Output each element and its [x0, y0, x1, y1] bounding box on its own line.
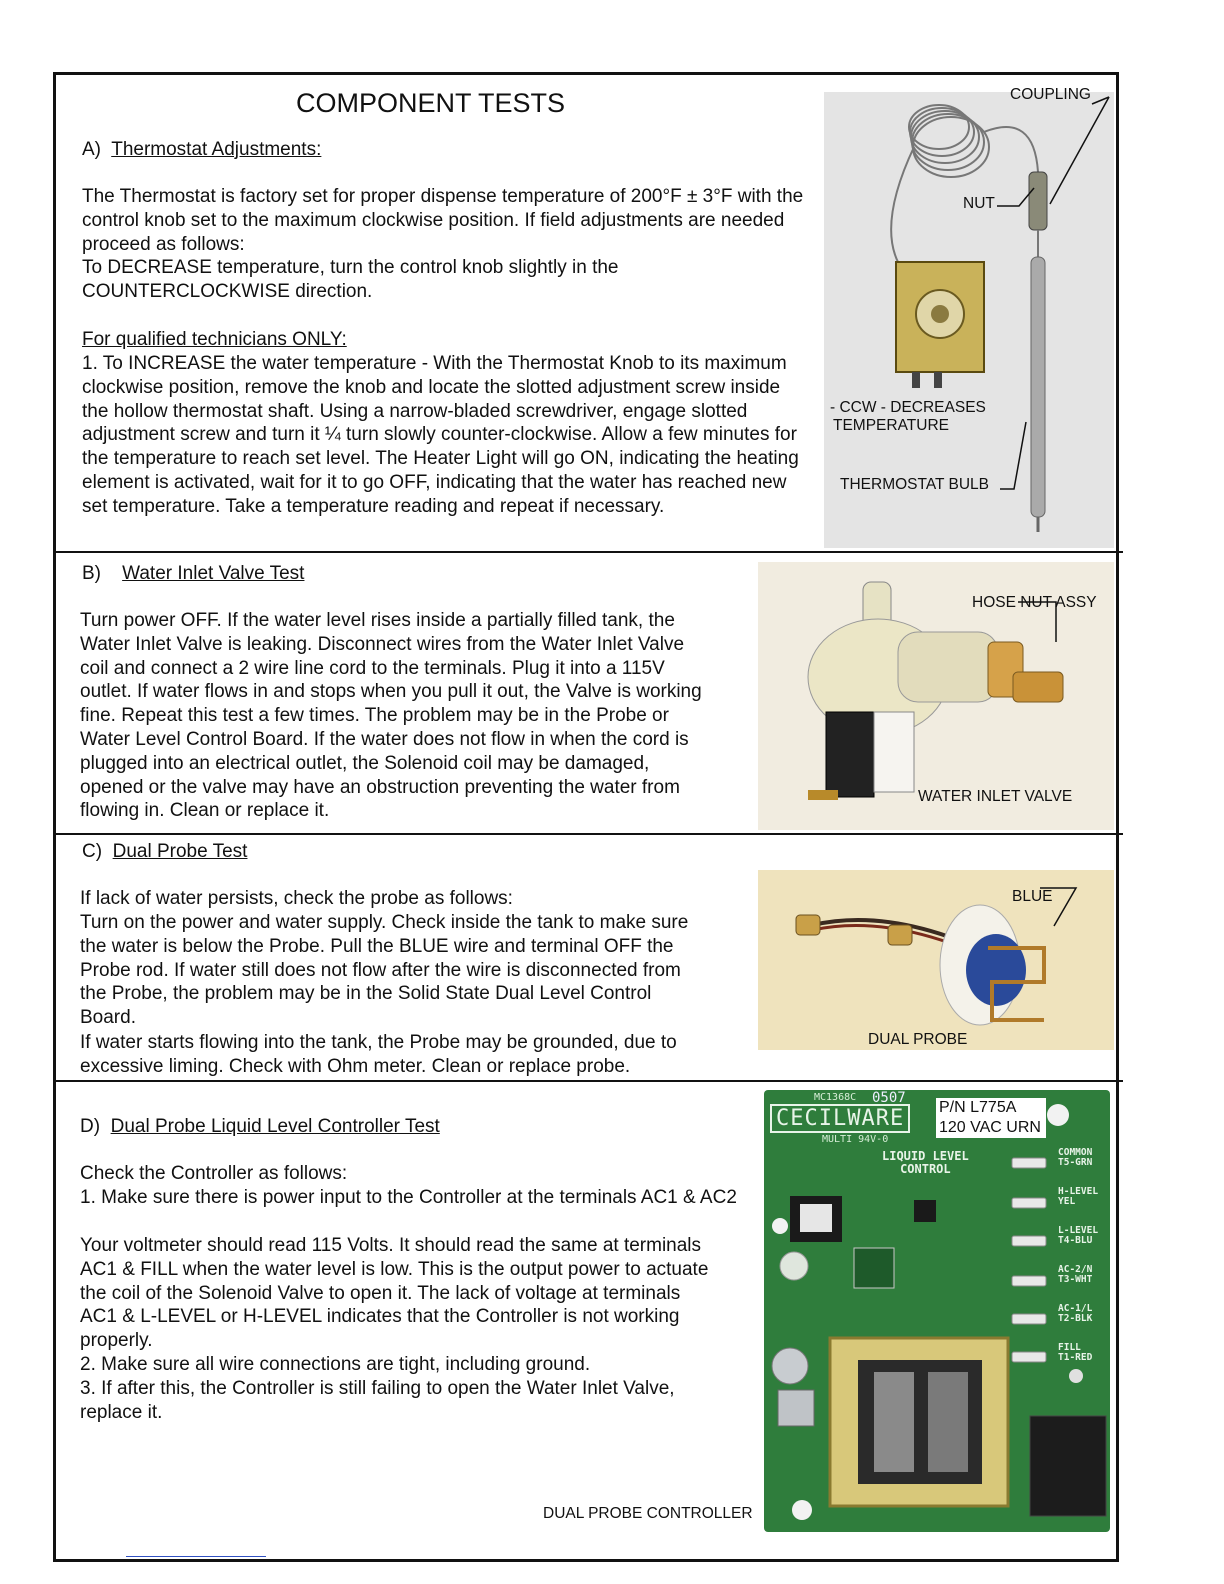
board-components — [764, 1090, 1110, 1532]
board-volt: 120 VAC URN — [939, 1119, 1041, 1136]
section-d-p3: Your voltmeter should read 115 Volts. It should read the same at terminals AC1 & FILL when the water level is low. This is the output power to actuate the coil of the Solenoid Valve to open it. The lack of voltage at terminals AC1 & L-LEVEL or H-LEVEL indicates that the Controller is not working properly. — [80, 1235, 709, 1352]
terminal-label: AC-1/L T2-BLK — [1058, 1303, 1093, 1324]
section-b-p1: Turn power OFF. If the water level rises inside a partially filled tank, the Water Inlet Valve is leaking. Disconnect wires from the Water Inlet Valve coil and connect a 2 wire line cord to the terminals. Plug it into a 115V outlet. If water flows in and stops when you pull it out, the Valve is working fine. Repeat this test a few times. The problem may be in the Probe or Water Level Control Board. If the water does not flow in when the cord is plugged into an electrical outlet, the Solenoid coil may be damaged, opened or the valve may have an obstruction preventing the water from flowing in. Clean or replace it. — [80, 610, 702, 822]
board-heading-1: LIQUID LEVEL — [882, 1149, 969, 1163]
section-a-heading — [82, 138, 321, 162]
label-hose-nut-assy: HOSE NUT ASSY — [972, 594, 1097, 611]
section-a-p1: The Thermostat is factory set for proper dispense temperature of 200°F ± 3°F with the control knob set to the maximum clockwise position. If field adjustments are needed proceed as follows: — [82, 186, 804, 255]
label-blue: BLUE — [1012, 888, 1053, 905]
probe-illustration — [758, 870, 1114, 1050]
section-b-prefix: B) — [82, 563, 101, 584]
terminal-label: FILL T1-RED — [1058, 1342, 1093, 1363]
section-d-p2: 1. Make sure there is power input to the Controller at the terminals AC1 & AC2 — [80, 1187, 737, 1208]
label-ccw: - CCW - DECREASES — [830, 399, 986, 416]
section-a-p2: To DECREASE temperature, turn the control knob slightly in the COUNTERCLOCKWISE direction. — [82, 257, 619, 302]
footer-rule — [126, 1556, 266, 1557]
divider-b-c — [53, 833, 1123, 835]
section-b-title: Water Inlet Valve Test — [122, 563, 305, 584]
divider-a-b — [53, 551, 1123, 553]
terminal-label: COMMON T5-GRN — [1058, 1147, 1093, 1168]
board-brand: CECILWARE — [770, 1104, 910, 1133]
section-b-heading — [82, 562, 304, 586]
board-model: MULTI 94V-0 — [822, 1134, 889, 1145]
section-c-p1: If lack of water persists, check the probe as follows: — [80, 888, 513, 909]
section-c-p2: Turn on the power and water supply. Check inside the tank to make sure the water is below the Probe. Pull the BLUE wire and terminal OFF the Probe rod. If water still does not flow after the wire is disconnected from the Probe, the problem may be in the Solid State Dual Level Control Board. — [80, 912, 689, 1029]
caption-dual-probe-controller: DUAL PROBE CONTROLLER — [543, 1505, 753, 1522]
section-d-prefix: D) — [80, 1116, 101, 1137]
label-dual-probe: DUAL PROBE — [868, 1031, 968, 1048]
section-d-title: Dual Probe Liquid Level Controller Test — [110, 1116, 440, 1137]
section-d-heading — [80, 1115, 440, 1139]
board-heading-2: CONTROL — [900, 1162, 951, 1176]
section-d-p4: 2. Make sure all wire connections are tight, including ground. — [80, 1354, 591, 1375]
section-a-prefix: A) — [82, 139, 101, 160]
section-a-title: Thermostat Adjustments: — [111, 139, 322, 160]
section-c-prefix: C) — [82, 841, 103, 862]
section-a-subheading: For qualified technicians ONLY: — [82, 329, 347, 350]
dual-probe-photo — [758, 870, 1114, 1050]
section-c-heading — [82, 840, 247, 864]
terminal-label: H-LEVEL YEL — [1058, 1186, 1099, 1207]
divider-c-d — [53, 1080, 1123, 1082]
section-d-p5: 3. If after this, the Controller is still failing to open the Water Inlet Valve, replace it. — [80, 1378, 675, 1423]
page-title: COMPONENT TESTS — [296, 88, 566, 118]
label-ccw-temp: TEMPERATURE — [833, 417, 949, 434]
board-pn: P/N L775A — [939, 1099, 1017, 1116]
terminal-label: AC-2/N T3-WHT — [1058, 1264, 1093, 1285]
section-d-p1: Check the Controller as follows: — [80, 1163, 348, 1184]
board-code: MC1368C — [814, 1092, 857, 1103]
section-c-title: Dual Probe Test — [112, 841, 248, 862]
label-water-inlet-valve: WATER INLET VALVE — [918, 788, 1073, 805]
controller-board-photo — [764, 1090, 1110, 1532]
label-coupling: COUPLING — [1010, 86, 1091, 103]
terminal-label: L-LEVEL T4-BLU — [1058, 1225, 1099, 1246]
section-c-p3: If water starts flowing into the tank, the Probe may be grounded, due to excessive liming. Check with Ohm meter. Clean or replace probe. — [80, 1032, 677, 1077]
label-thermostat-bulb: THERMOSTAT BULB — [840, 476, 989, 493]
label-nut: NUT — [963, 195, 995, 212]
section-a-p3: 1. To INCREASE the water temperature - With the Thermostat Knob to its maximum clockwise position, remove the knob and locate the slotted adjustment screw inside the hollow thermostat shaft. Using a narrow-bladed screwdriver, engage slotted adjustment screw and turn it ¼ turn slowly counter-clockwise. Allow a few minutes for the temperature to reach set level. The Heater Light will go ON, indicating the heating element is activated, wait for it to go OFF, indicating that the water has reached new set temperature. Take a temperature reading and repeat if necessary. — [82, 353, 799, 517]
board-date: 0507 — [872, 1090, 906, 1106]
